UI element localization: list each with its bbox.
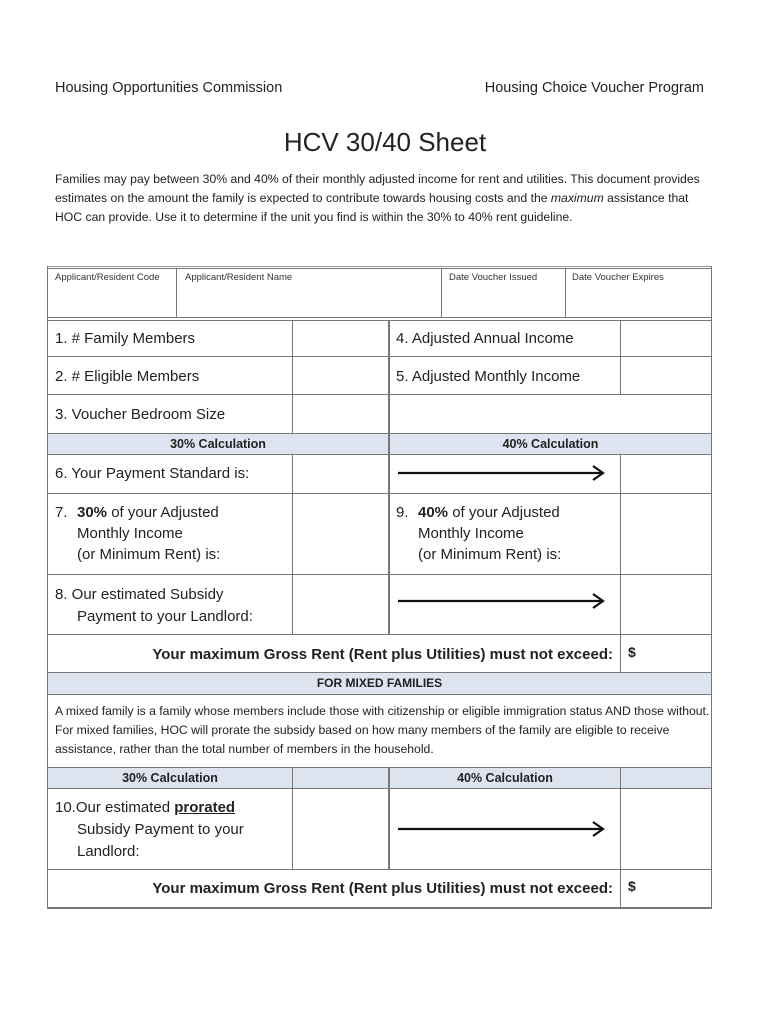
header-organization: Housing Opportunities Commission (55, 80, 283, 96)
date-expires-field[interactable]: Date Voucher Expires (572, 272, 664, 283)
thirty-percent-bold: 30% (77, 504, 108, 521)
applicant-name-field[interactable]: Applicant/Resident Name (185, 272, 293, 283)
annual-income-label: 4. Adjusted Annual Income (396, 330, 574, 347)
form-left-border (47, 266, 48, 908)
gross-rent-2-input[interactable] (640, 871, 710, 906)
top-divider-3 (565, 268, 566, 317)
prorated-line3: Landlord: (77, 843, 140, 860)
gross-rent-2-divider (620, 869, 621, 907)
bedroom-size-label: 3. Voucher Bedroom Size (55, 406, 226, 423)
mixed-divider-center (388, 767, 390, 869)
mixed-calc-30-header: 30% Calculation (122, 771, 218, 785)
annual-income-input[interactable] (621, 321, 711, 356)
monthly-income-input[interactable] (621, 357, 711, 394)
applicant-code-field[interactable]: Applicant/Resident Code (55, 272, 160, 283)
gross-rent-divider (620, 634, 621, 672)
calc-30-header: 30% Calculation (170, 437, 266, 451)
top-table-bottom (47, 317, 712, 318)
forty-percent-line3: (or Minimum Rent) is: (418, 546, 562, 563)
prorated-subsidy-label (55, 797, 235, 818)
gross-rent-input[interactable] (640, 636, 710, 671)
forty-percent-bold: 40% (418, 504, 449, 521)
prorated-line2: Subsidy Payment to your (77, 821, 244, 838)
intro-italic: maximum (550, 191, 604, 205)
thirty-percent-line3: (or Minimum Rent) is: (77, 546, 221, 563)
gross-rent-label: Your maximum Gross Rent (Rent plus Utilities) must not exceed: (152, 646, 613, 663)
top-divider-1 (176, 268, 177, 317)
gross-rent-dollar: $ (628, 644, 636, 660)
thirty-percent-input[interactable] (293, 494, 388, 574)
payment-standard-input[interactable] (293, 455, 388, 493)
form-bottom-border (47, 907, 712, 909)
family-members-input[interactable] (293, 321, 388, 356)
prorated-num: 10. (55, 799, 76, 816)
forty-percent-line2: Monthly Income (418, 525, 524, 542)
calc-40-header: 40% Calculation (502, 437, 599, 451)
thirty-percent-line2: Monthly Income (77, 525, 183, 542)
forty-percent-input[interactable] (621, 494, 711, 574)
thirty-percent-rest: of your Adjusted (107, 504, 219, 521)
monthly-income-label: 5. Adjusted Monthly Income (396, 368, 581, 385)
rows-center-divider (388, 320, 390, 433)
top-table-border-2 (47, 268, 712, 269)
row8-bottom (47, 634, 712, 635)
payment-standard-label: 6. Your Payment Standard is: (55, 465, 250, 482)
subsidy-arrow-icon (398, 593, 608, 609)
mixed-families-text: A mixed family is a family whose members include those with citizenship or eligible immigration status AND those without. For mixed families, HOC will prorate the subsidy based on how many members of the family are eligible to receive assistance, rather than the total number of members in the household. (55, 704, 710, 756)
mixed-header-bottom (47, 694, 712, 695)
top-table-border (47, 266, 712, 267)
prorated-forty-input[interactable] (621, 789, 711, 869)
forty-percent-num: 9. (396, 504, 409, 521)
thirty-percent-label (55, 502, 221, 563)
intro-paragraph (55, 170, 705, 227)
intro-text-1: Families may pay between 30% and 40% of their monthly adjusted income for rent and utilities. This document provides estimates on the amount the family is expected to contribute towards housing costs and the (55, 172, 700, 205)
prorated-bold: prorated (174, 799, 236, 816)
calc-center-divider (388, 434, 390, 635)
form-right-border (711, 266, 712, 908)
thirty-percent-num: 7. (55, 504, 68, 521)
eligible-members-label: 2. # Eligible Members (55, 368, 200, 385)
page-title: HCV 30/40 Sheet (283, 127, 487, 157)
forty-percent-rest: of your Adjusted (448, 504, 560, 521)
prorated-text-a: Our estimated (75, 799, 175, 816)
subsidy-input[interactable] (293, 575, 388, 634)
prorated-subsidy-input[interactable] (293, 789, 388, 869)
subsidy-label-line1: 8. Our estimated Subsidy (55, 586, 224, 603)
family-members-label: 1. # Family Members (55, 330, 196, 347)
page-header (55, 80, 704, 96)
top-divider-2 (441, 268, 442, 317)
gross-rent-2-label: Your maximum Gross Rent (Rent plus Utilities) must not exceed: (152, 880, 613, 897)
bedroom-size-input[interactable] (293, 395, 388, 433)
mixed-calc-40-header: 40% Calculation (457, 771, 553, 785)
header-program: Housing Choice Voucher Program (484, 80, 704, 96)
intro-text-2: assistance that HOC can provide. Use it to determine if the unit you find is within the 30% to 40% rent guideline. (55, 191, 689, 224)
date-issued-field[interactable]: Date Voucher Issued (449, 272, 538, 283)
prorated-arrow-icon (398, 821, 608, 837)
mixed-families-header: FOR MIXED FAMILIES (316, 676, 443, 690)
row10-bottom (47, 869, 712, 870)
subsidy-label-line2: Payment to your Landlord: (77, 608, 253, 625)
payment-standard-arrow-icon (398, 465, 608, 481)
eligible-members-input[interactable] (293, 357, 388, 394)
gross-rent-2-dollar: $ (628, 878, 636, 894)
forty-percent-label (396, 502, 562, 563)
